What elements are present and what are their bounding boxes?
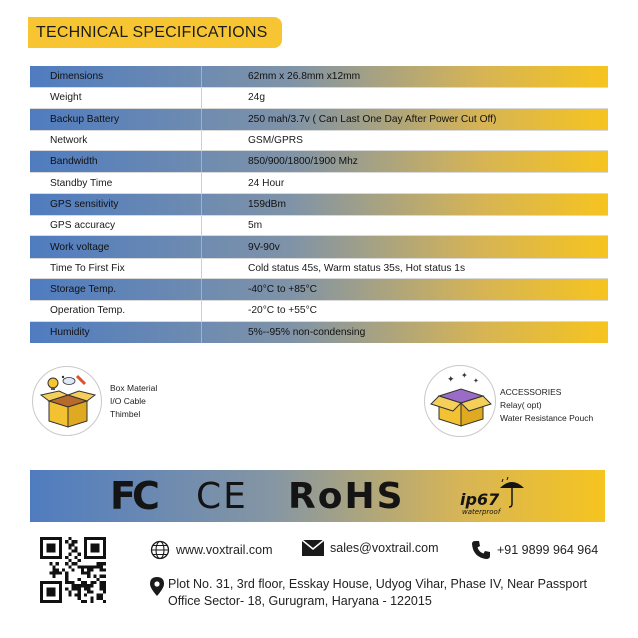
spec-label: GPS accuracy <box>30 216 202 235</box>
spec-row <box>30 130 608 151</box>
box-contents-icon <box>32 366 102 436</box>
spec-row <box>30 215 608 236</box>
box-contents-list <box>110 382 157 421</box>
list-item: Thimbel <box>110 409 141 419</box>
spec-label: Humidity <box>30 322 202 343</box>
section-title <box>28 17 282 48</box>
ip67-text: ip67 <box>460 490 500 509</box>
spec-label: Operation Temp. <box>30 301 202 320</box>
qr-code <box>40 537 106 603</box>
spec-label: Dimensions <box>30 66 202 87</box>
spec-label: Weight <box>30 88 202 107</box>
phone-link[interactable] <box>471 540 598 560</box>
location-pin-icon <box>150 577 164 596</box>
accessories-list <box>500 386 593 425</box>
rohs-logo: RoHS <box>288 475 405 517</box>
spec-row <box>30 194 608 215</box>
spec-label: Storage Temp. <box>30 279 202 300</box>
spec-value: 9V-90v <box>248 241 280 253</box>
spec-row <box>30 322 608 343</box>
spec-row <box>30 66 608 87</box>
email-text: sales@voxtrail.com <box>330 541 439 555</box>
list-item: I/O Cable <box>110 396 146 406</box>
spec-row <box>30 279 608 300</box>
spec-label: Bandwidth <box>30 151 202 172</box>
svg-text:✦: ✦ <box>447 374 455 384</box>
svg-text:✦: ✦ <box>461 371 468 380</box>
website-text: www.voxtrail.com <box>176 543 273 557</box>
globe-icon <box>150 540 170 560</box>
spec-row <box>30 258 608 279</box>
spec-label: GPS sensitivity <box>30 194 202 215</box>
spec-value: 5m <box>248 220 263 232</box>
list-item: Relay( opt) <box>500 400 542 410</box>
spec-label: Time To First Fix <box>30 259 202 278</box>
ip67-logo <box>456 474 526 518</box>
spec-row <box>30 109 608 130</box>
address-line-2: Office Sector- 18, Gurugram, Haryana - 122015 <box>168 594 432 608</box>
spec-label: Standby Time <box>30 173 202 192</box>
spec-value: 250 mah/3.7v ( Can Last One Day After Power Cut Off) <box>248 113 497 125</box>
spec-value: -20°C to +55°C <box>248 305 318 317</box>
list-item: Box Material <box>110 383 158 393</box>
address-line-1: Plot No. 31, 3rd floor, Esskay House, Udyog Vihar, Phase IV, Near Passport <box>168 577 587 591</box>
accessories-icon <box>424 365 496 437</box>
section-title-text: TECHNICAL SPECIFICATIONS <box>36 23 268 41</box>
spec-value: 24 Hour <box>248 177 285 189</box>
certifications-band <box>30 470 605 522</box>
address <box>150 576 587 610</box>
phone-text: +91 9899 964 964 <box>497 543 599 557</box>
spec-row <box>30 300 608 321</box>
spec-row <box>30 87 608 108</box>
spec-value: 62mm x 26.8mm x12mm <box>248 71 361 83</box>
spec-value: 24g <box>248 92 265 104</box>
spec-value: -40°C to +85°C <box>248 284 318 296</box>
list-item: Water Resistance Pouch <box>500 413 594 423</box>
ip67-subtext: waterproof <box>462 508 501 516</box>
spec-value: 850/900/1800/1900 Mhz <box>248 156 358 168</box>
spec-value: 159dBm <box>248 198 286 210</box>
list-item: ACCESSORIES <box>500 387 562 397</box>
spec-row <box>30 151 608 172</box>
spec-label: Work voltage <box>30 236 202 257</box>
website-link[interactable] <box>150 540 273 560</box>
spec-value: GSM/GPRS <box>248 135 303 147</box>
spec-label: Network <box>30 131 202 150</box>
phone-icon <box>471 540 491 560</box>
spec-value: Cold status 45s, Warm status 35s, Hot status 1s <box>248 262 466 274</box>
spec-value: 5%--95% non-condensing <box>248 326 366 338</box>
email-link[interactable] <box>302 540 439 556</box>
svg-text:✦: ✦ <box>473 378 479 385</box>
spec-table <box>30 66 608 343</box>
fcc-logo: FC <box>110 474 156 518</box>
ce-logo: CE <box>196 475 248 517</box>
spec-row <box>30 236 608 257</box>
spec-row <box>30 172 608 193</box>
spec-label: Backup Battery <box>30 109 202 130</box>
envelope-icon <box>302 540 324 556</box>
